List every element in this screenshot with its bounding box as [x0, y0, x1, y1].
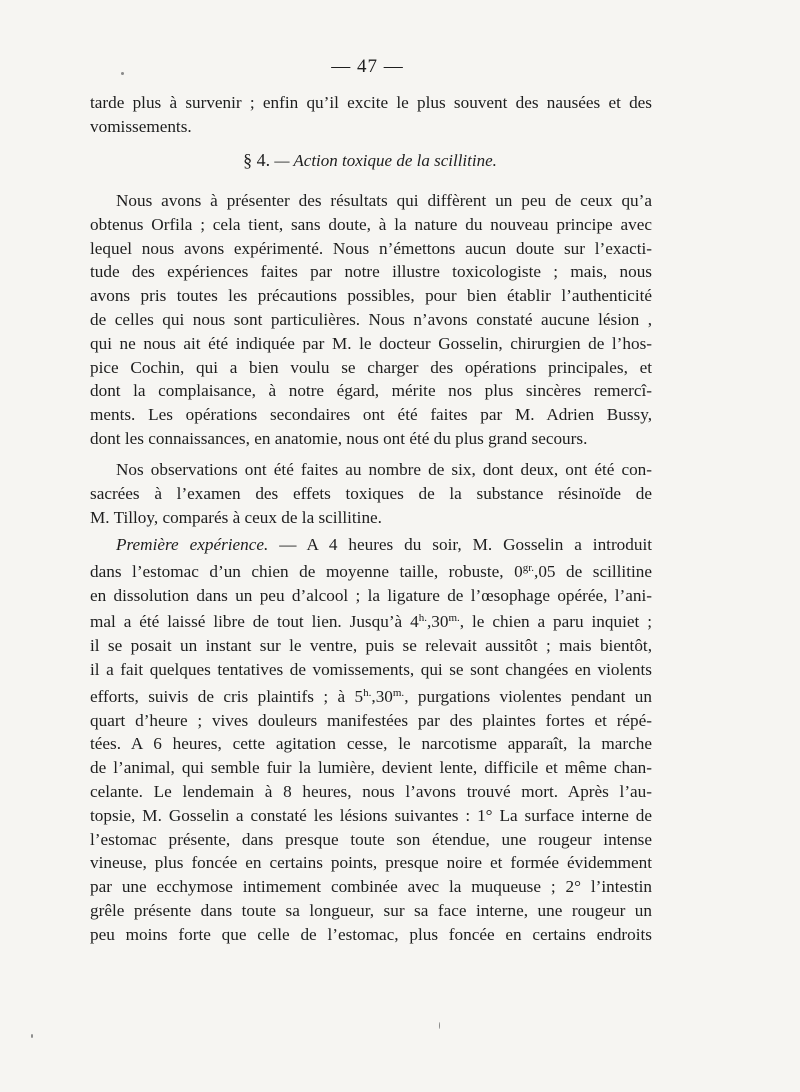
text-line: Nous avons à présenter des résultats qui diffèrent un peu de ceux qu’a — [116, 191, 652, 210]
text-line: tude des expériences faites par notre illustre toxicologiste ; mais, nous — [90, 262, 652, 282]
text-line: peu moins forte que celle de l’estomac, plus foncée en certains endroits — [90, 924, 652, 944]
text-line: dont la complaisance, à notre égard, mérite nos plus sincères remercî- — [90, 381, 652, 401]
text-line: celante. Le lendemain à 8 heures, nous l’avons trouvé mort. Après l’au- — [90, 781, 652, 801]
text-line: tarde plus à survenir ; enfin qu’il excite le plus souvent des nausées et des — [90, 93, 652, 112]
text-line: qui ne nous ait été indiquée par M. le docteur Gosselin, chirurgien de l’hos- — [90, 333, 652, 353]
section-heading — [0, 150, 740, 171]
text-line: l’estomac présente, dans presque toute son étendue, une rougeur intense — [90, 829, 652, 849]
text-line: Nos observations ont été faites au nombre de six, dont deux, ont été con- — [116, 460, 652, 479]
text-line: dont les connaissances, en anatomie, nous ont été du plus grand secours. — [90, 428, 588, 448]
text-line: tées. A 6 heures, cette agitation cesse, le narcotisme apparaît, la marche — [90, 734, 652, 754]
text-line: grêle présente dans toute sa longueur, sur sa face interne, une rougeur un — [90, 900, 652, 920]
text-line: Première expérience. — A 4 heures du soir, M. Gosselin a introduit — [116, 535, 652, 554]
speck — [31, 1034, 33, 1038]
text-line: dans l’estomac d’un chien de moyenne taille, robuste, $0^{gr.},05$ de scillitine — [90, 561, 652, 581]
speck — [121, 72, 124, 75]
page-number: — 47 — — [331, 56, 404, 77]
text-line: il se posait un instant sur le ventre, puis se relevait aussitôt ; mais bientôt, — [90, 636, 652, 656]
text-line: efforts, suivis de cris plaintifs ; à $5^{h.},30^{m.}$, purgations violentes pendant un — [90, 686, 652, 706]
text-line: mal a été laissé libre de tout lien. Jusqu’à $4^{h.},30^{m.}$, le chien a paru inquiet ; — [90, 612, 652, 632]
text-line: M. Tilloy, comparés à ceux de la scillitine. — [90, 507, 382, 527]
paragraph — [90, 189, 652, 451]
text-line: en dissolution dans un peu d’alcool ; la ligature de l’œsophage opérée, l’ani- — [90, 585, 652, 605]
continuation-paragraph — [90, 91, 652, 139]
experiment-title: Première expérience. — [116, 535, 269, 554]
text-line: topsie, M. Gosselin a constaté les lésions suivantes : 1° La surface interne de — [90, 805, 652, 825]
section-title: — Action toxique de la scillitine. — [274, 151, 497, 170]
text-line: vineuse, plus foncée en certains points, presque noire et formée évidemment — [90, 853, 652, 873]
section-mark: § 4. — [243, 150, 271, 170]
text-line: il a fait quelques tentatives de vomissements, qui se sont changées en violents — [90, 659, 652, 679]
text-line: vomissements. — [90, 116, 192, 136]
text-line: de celles qui nous sont particulières. Nous n’avons constaté aucune lésion , — [90, 309, 652, 329]
text-line: ments. Les opérations secondaires ont été faites par M. Adrien Bussy, — [90, 405, 652, 425]
text-line: avons pris toutes les précautions possibles, pour bien établir l’authenticité — [90, 286, 652, 306]
experiment-paragraph — [90, 533, 652, 947]
speck — [439, 1022, 440, 1029]
paragraph — [90, 458, 652, 529]
text-line: de l’animal, qui semble fuir la lumière, devient lente, difficile et même chan- — [90, 758, 652, 778]
text-line: sacrées à l’examen des effets toxiques de la substance résinoïde de — [90, 483, 652, 503]
text-line: lequel nous avons expérimenté. Nous n’émettons aucun doute sur l’exacti- — [90, 238, 652, 258]
text-line: pice Cochin, qui a bien voulu se charger des opérations principales, et — [90, 357, 652, 377]
text-line: par une ecchymose intimement combinée avec la muqueuse ; 2° l’intestin — [90, 877, 652, 897]
text-line: quart d’heure ; vives douleurs manifestées par des plaintes fortes et répé- — [90, 710, 652, 730]
text-line: obtenus Orfila ; cela tient, sans doute, à la nature du nouveau principe avec — [90, 214, 652, 234]
